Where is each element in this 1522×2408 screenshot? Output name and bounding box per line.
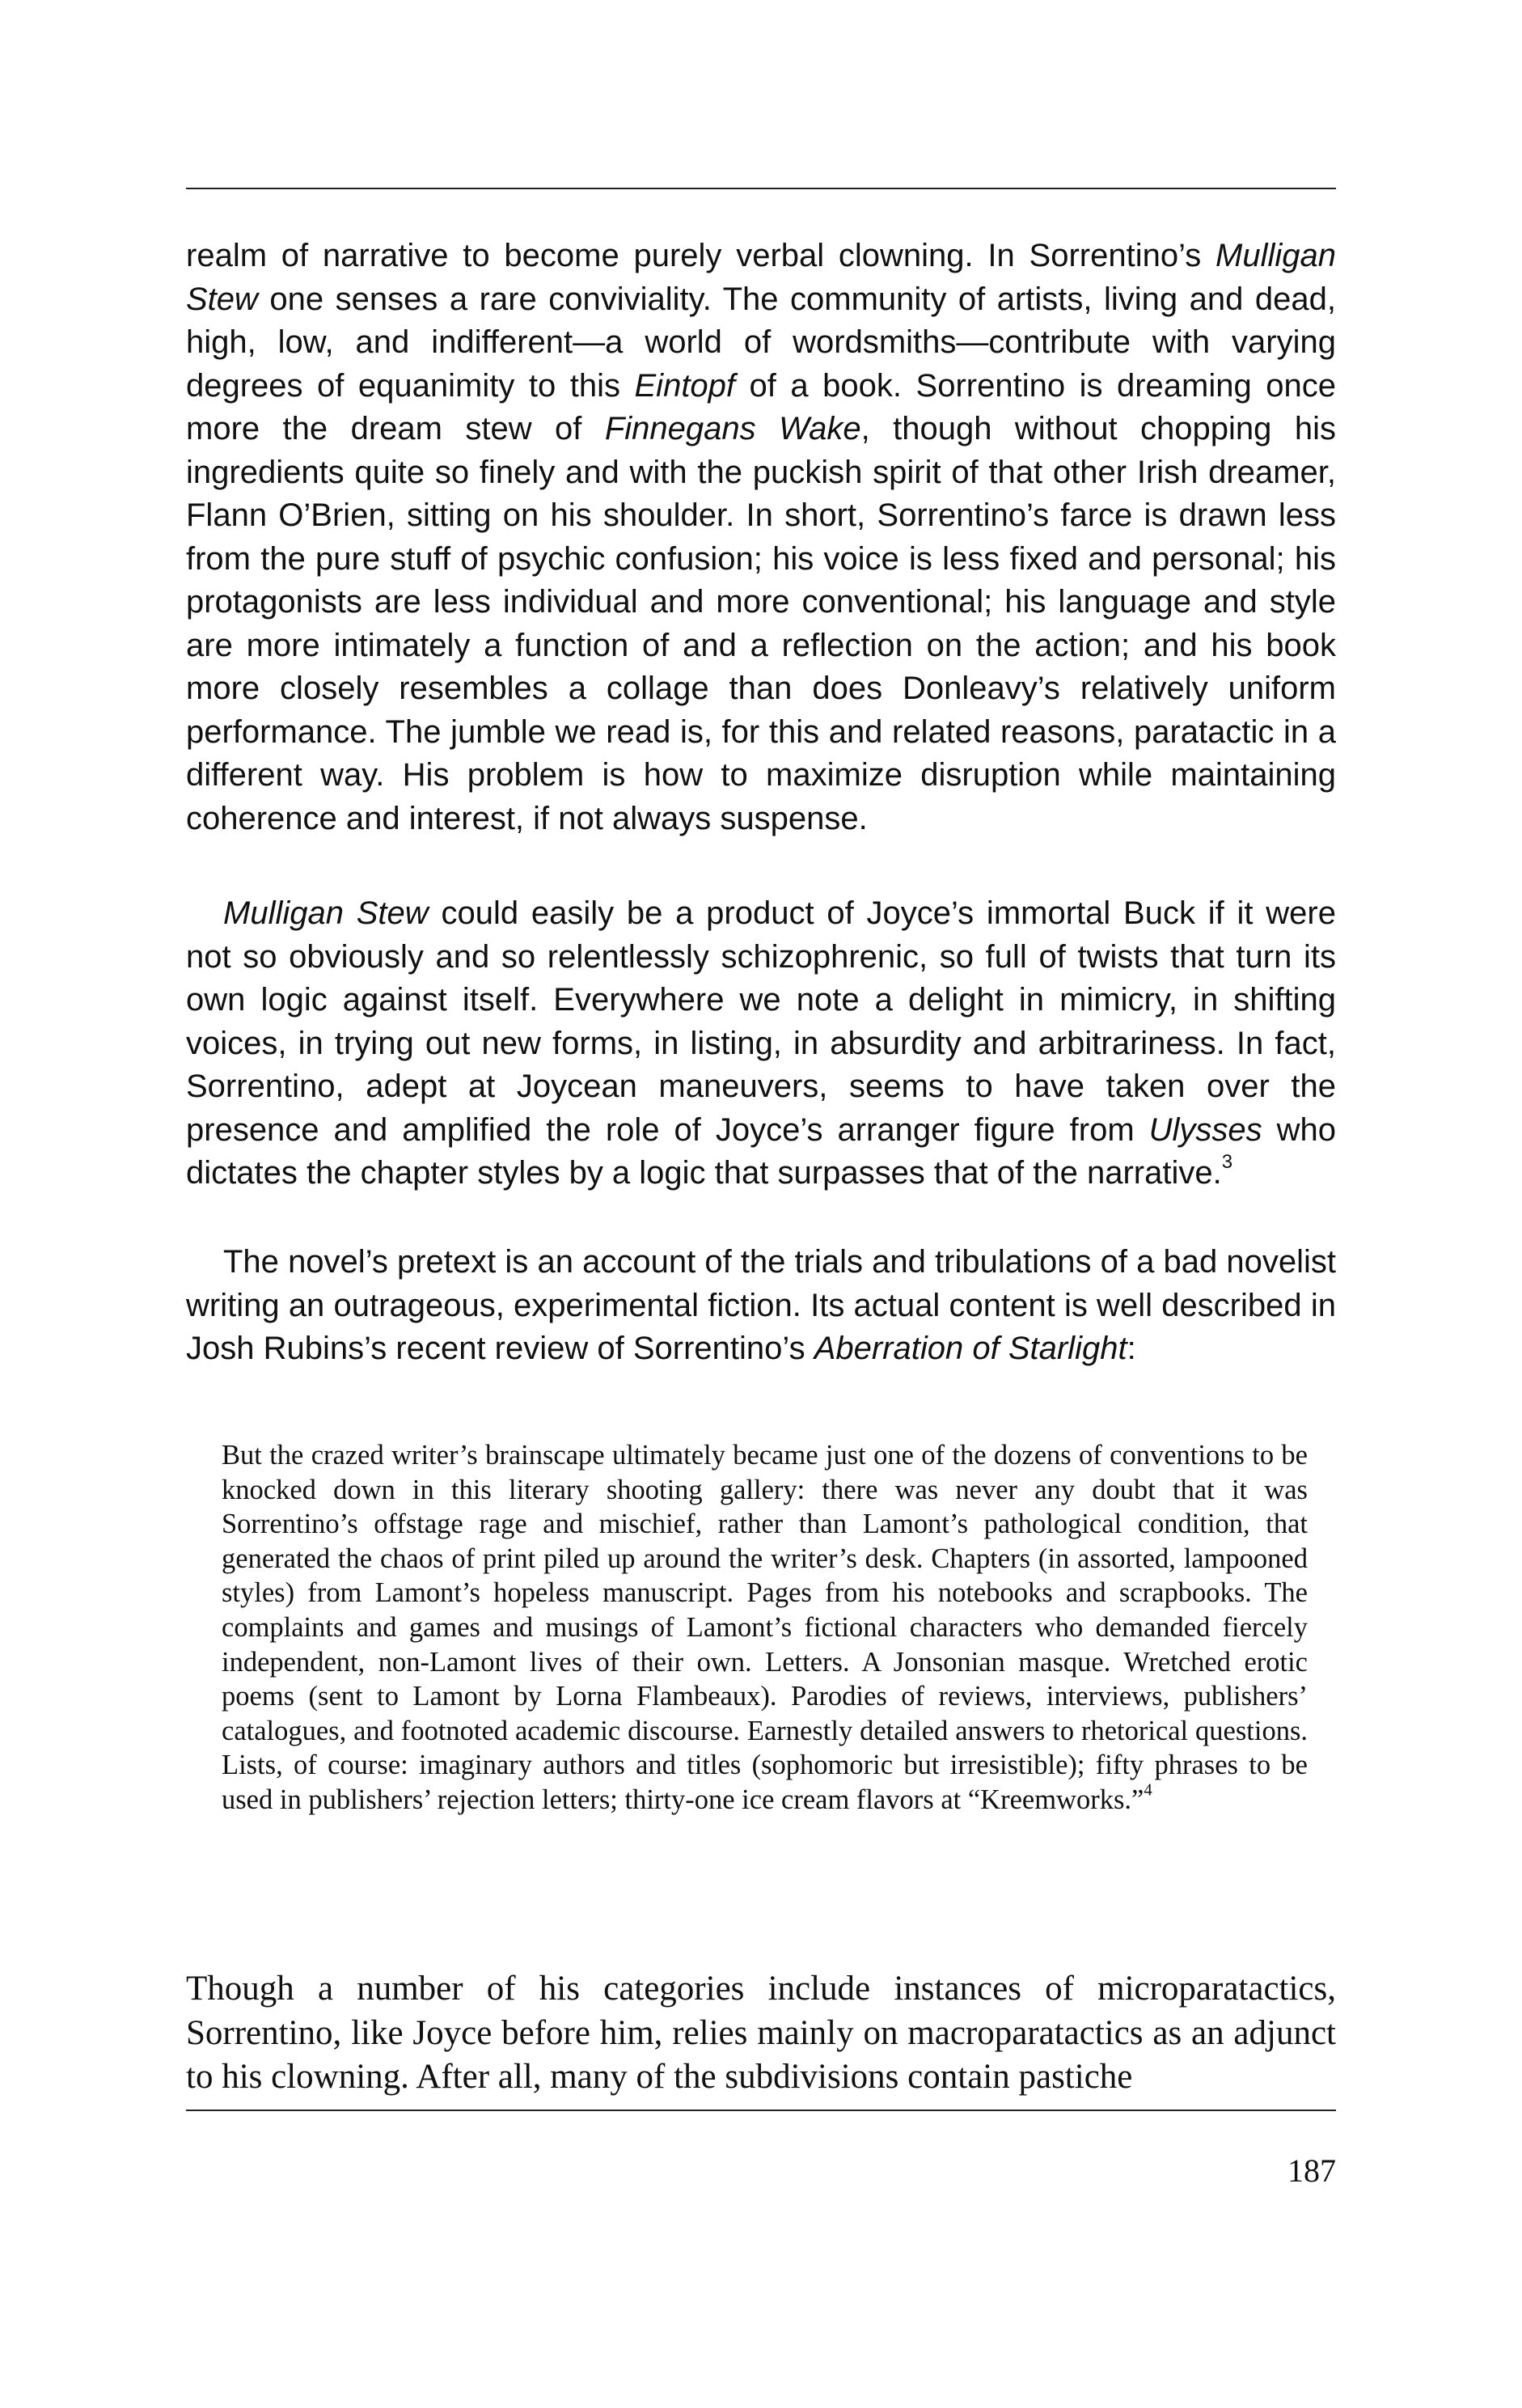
para1-text-1: realm of narrative to become purely verbal clowning. In Sorrentino’s <box>186 238 1216 273</box>
page-number: 187 <box>1287 2152 1336 2189</box>
para1-text-3: of a book. Sorrentino is dreaming once more the dream stew of <box>186 367 1336 446</box>
closing-paragraph: Though a number of his categories include instances of microparatactics, Sorrentino, like Joyce before him, relies mainly on macroparatactics as an adjunct to his clowning. After all, many of the subdivisions contain pastiche <box>186 1970 1336 2096</box>
para3-italic-title-1: Aberration of Starlight <box>814 1331 1127 1366</box>
para2-italic-title-1: Mulligan Stew <box>223 895 429 931</box>
para2-text-2: who dictates the chapter styles by a logic that surpasses that of the narrative. <box>186 1111 1336 1191</box>
bottom-rule <box>186 2110 1336 2111</box>
para1-italic-word-2: Eintopf <box>634 367 736 404</box>
para1-italic-title-1: Mulligan Stew <box>186 238 1336 317</box>
paragraph-3 <box>186 1241 1336 1371</box>
paragraph-1 <box>186 235 1336 840</box>
para2-text-1: could easily be a product of Joyce’s immortal Buck if it were not so obviously and so relentlessly schizophrenic, so full of twists that turn its own logic against itself. Everywhere we note a delight in mimicry, in shifting voices, in trying out new forms, in listing, in absurdity and arbitrariness. In fact, Sorrentino, adept at Joycean maneuvers, seems to have taken over the presence and amplified the role of Joyce’s arranger figure from <box>186 895 1336 1148</box>
footnote-ref-3: 3 <box>1221 1150 1233 1173</box>
para1-italic-title-3: Finnegans Wake <box>604 411 861 446</box>
block-quote <box>222 1438 1308 1818</box>
footnote-ref-4: 4 <box>1144 1781 1152 1800</box>
paragraph-2 <box>186 892 1336 1196</box>
para1-text-2: one senses a rare conviviality. The community of artists, living and dead, high, low, and indifferent—a world of wordsmiths—contribute with varying degrees of equanimity to this <box>186 281 1336 404</box>
top-rule <box>186 188 1336 189</box>
para1-text-4: , though without chopping his ingredients quite so finely and with the puckish spirit of that other Irish dreamer, Flann O’Brien, sitting on his shoulder. In short, Sorrentino’s farce is drawn less from the pure stuff of psychic confusion; his voice is less fixed and personal; his protagonists are less individual and more conventional; his language and style are more intimately a function of and a reflection on the action; and his book more closely resembles a collage than does Donleavy’s relatively uniform performance. The jumble we read is, for this and related reasons, paratactic in a different way. His problem is how to maximize disruption while maintaining coherence and interest, if not always suspense. <box>186 411 1336 836</box>
para3-text-2: : <box>1127 1331 1136 1366</box>
para2-italic-title-2: Ulysses <box>1148 1111 1262 1148</box>
quote-text: But the crazed writer’s brainscape ultimately became just one of the dozens of conventions to be knocked down in this literary shooting gallery: there was never any doubt that it was Sorrentino’s offstage rage and mischief, rather than Lamont’s pathological condition, that generated the chaos of print piled up around the writer’s desk. Chapters (in assorted, lampooned styles) from Lamont’s hopeless manuscript. Pages from his notebooks and scrapbooks. The complaints and games and musings of Lamont’s fictional characters who demanded fiercely independent, non-Lamont lives of their own. Letters. A Jonsonian masque. Wretched erotic poems (sent to Lamont by Lorna Flambeaux). Parodies of reviews, interviews, publishers’ catalogues, and footnoted academic discourse. Earnestly detailed answers to rhetorical questions. Lists, of course: imaginary authors and titles (sophomoric but irresistible); fifty phrases to be used in publishers’ rejection letters; thirty-one ice cream flavors at “Kreemworks.” <box>222 1440 1308 1815</box>
para3-text-1: The novel’s pretext is an account of the trials and tribulations of a bad novelist writing an outrageous, experimental fiction. Its actual content is well described in Josh Rubins’s recent review of Sorrentino’s <box>186 1244 1336 1366</box>
